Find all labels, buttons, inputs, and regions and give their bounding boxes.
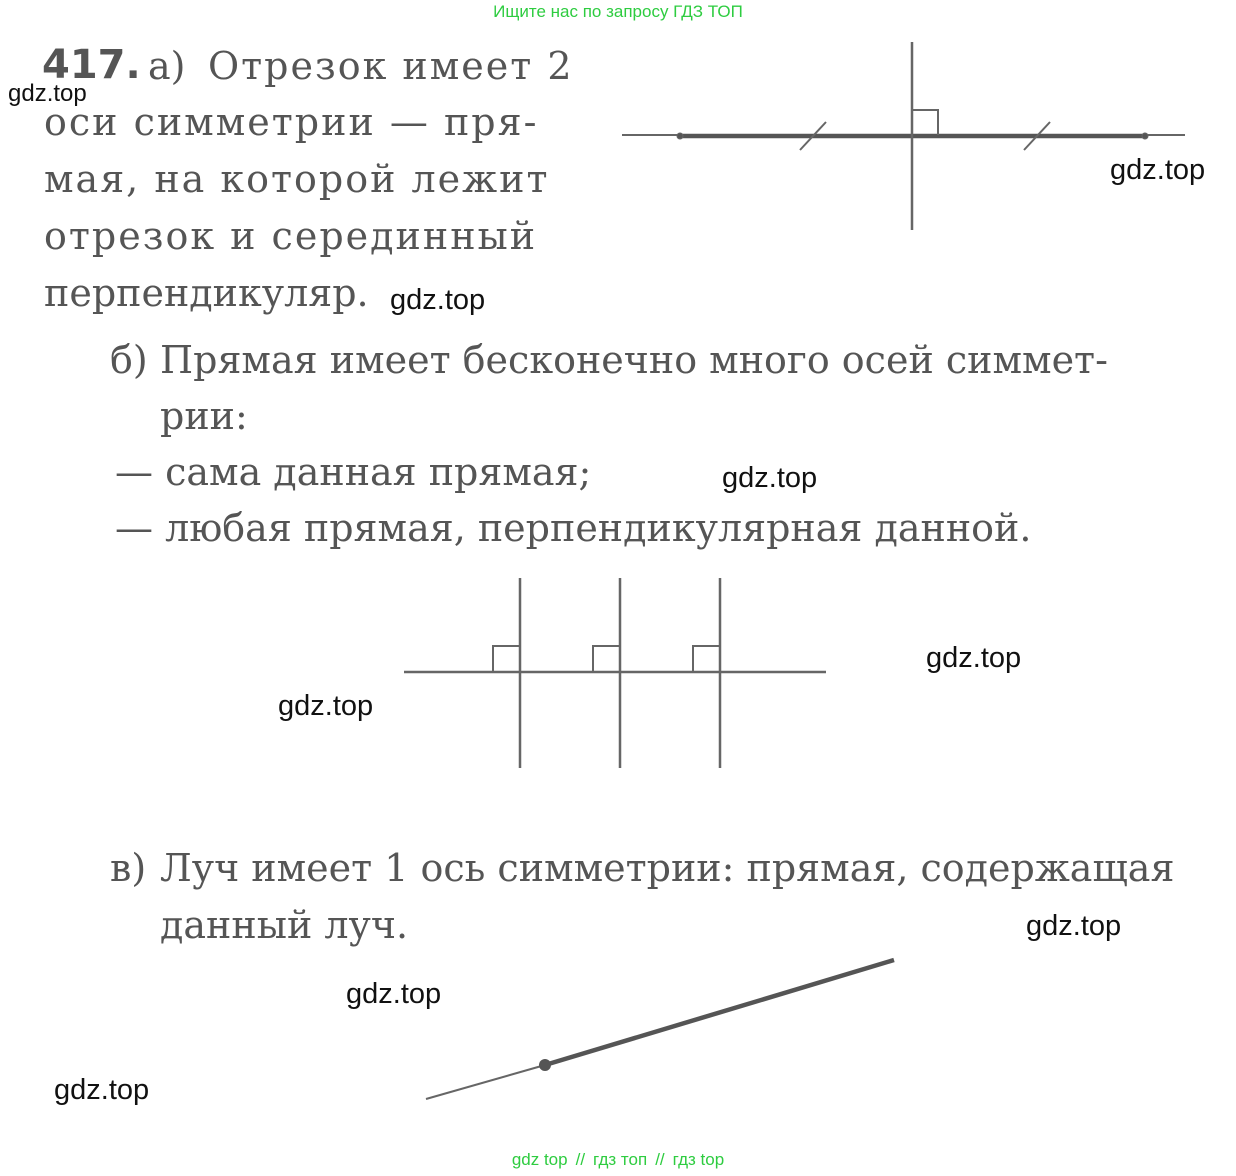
part-a-line-2: оси симметрии — пря- (44, 100, 539, 144)
search-hint-link[interactable]: Ищите нас по запросу ГДЗ ТОП (493, 2, 743, 21)
watermark: gdz.top (1110, 154, 1206, 186)
figure-ray (426, 960, 894, 1099)
figure-segment-axes (622, 42, 1185, 230)
footer-separator: // (575, 1150, 586, 1169)
right-angle-mark-2 (593, 646, 620, 672)
footer-link-3[interactable]: гдз top (672, 1150, 725, 1169)
watermark: gdz.top (926, 642, 1022, 674)
watermark: gdz.top (54, 1074, 150, 1106)
part-b-line-3: — сама данная прямая; (115, 450, 592, 494)
part-c-line-2: данный луч. (160, 903, 409, 947)
segment-endpoint-right (1142, 133, 1148, 139)
part-b-label: б) (110, 338, 148, 382)
footer-link-2[interactable]: гдз топ (593, 1150, 648, 1169)
part-c-label: в) (110, 846, 147, 890)
part-a-line-3: мая, на которой лежит (44, 157, 550, 201)
footer-separator: // (655, 1150, 665, 1169)
problem-number: 417. (42, 42, 141, 88)
right-angle-mark (912, 110, 938, 135)
watermark: gdz.top (1026, 910, 1122, 942)
watermark: gdz.top (8, 80, 87, 107)
part-b-line-2: рии: (160, 394, 248, 438)
ray (545, 960, 894, 1065)
part-a-line-4: отрезок и серединный (44, 214, 538, 258)
part-a-label: а) (148, 44, 186, 88)
part-c-line-1: Луч имеет 1 ось симметрии: прямая, содержащая (160, 846, 1175, 890)
footer-link-1[interactable]: gdz top (511, 1150, 568, 1169)
part-b-line-1: Прямая имеет бесконечно много осей симмет- (160, 338, 1108, 382)
ray-origin-point (539, 1059, 551, 1071)
figure-line-axes (404, 578, 826, 768)
footer-links (0, 1150, 1236, 1170)
watermark: gdz.top (278, 690, 374, 722)
watermark: gdz.top (390, 284, 486, 316)
ray-axis-line (426, 1065, 545, 1099)
right-angle-mark-3 (693, 646, 720, 672)
part-a-line-1: Отрезок имеет 2 (208, 44, 574, 88)
segment-endpoint-left (677, 133, 683, 139)
watermark: gdz.top (346, 978, 442, 1010)
part-a-line-5: перпендикуляр. (44, 271, 369, 315)
part-b-line-4: — любая прямая, перпендикулярная данной. (115, 506, 1032, 550)
watermark: gdz.top (722, 462, 818, 494)
right-angle-mark-1 (493, 646, 520, 672)
